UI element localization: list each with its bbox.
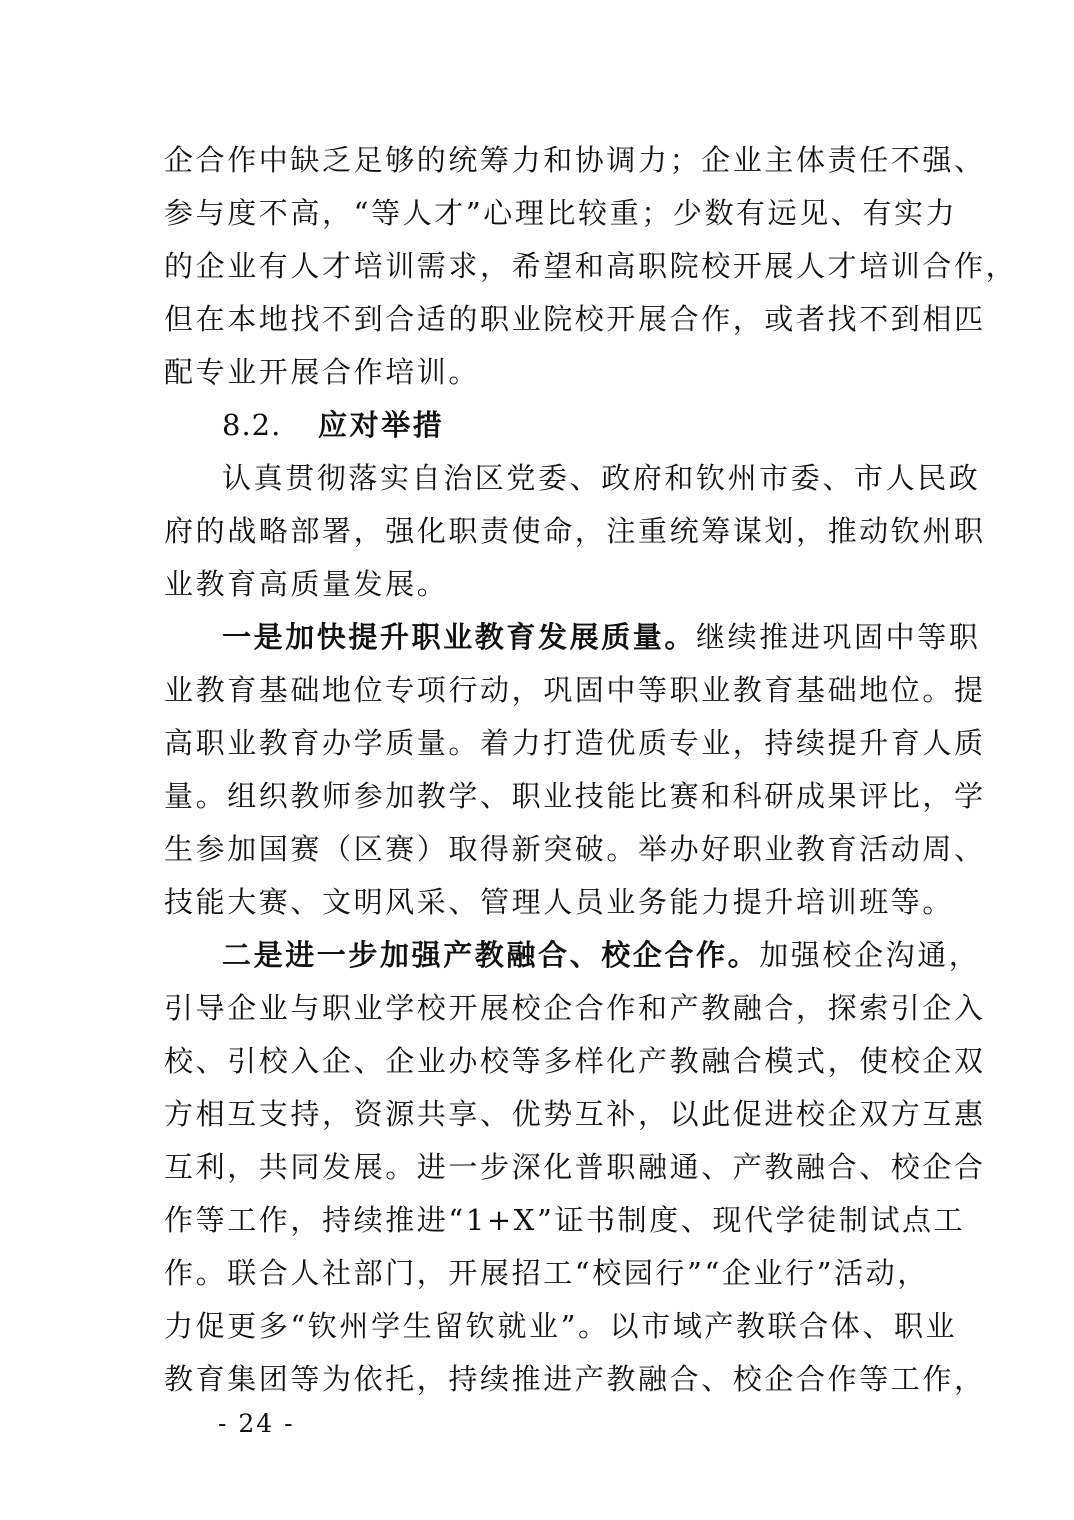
item2-line: 力促更多“钦州学生留钦就业”。以市域产教联合体、职业 xyxy=(164,1309,958,1343)
paragraph-line: 企合作中缺乏足够的统筹力和协调力；企业主体责任不强、 xyxy=(164,143,986,177)
item1-line: 技能大赛、文明风采、管理人员业务能力提升培训班等。 xyxy=(164,885,955,919)
item1-first-line xyxy=(222,617,980,657)
item2-line: 校、引校入企、企业办校等多样化产教融合模式，使校企双 xyxy=(164,1044,986,1078)
intro-line: 认真贯彻落实自治区党委、政府和钦州市委、市人民政 xyxy=(222,461,981,495)
item2-first-line xyxy=(222,935,980,975)
item1-line: 生参加国赛（区赛）取得新突破。举办好职业教育活动周、 xyxy=(164,832,986,866)
item1-lead: 一是加快提升职业教育发展质量。 xyxy=(222,620,697,654)
paragraph-line: 参与度不高，“等人才”心理比较重；少数有远见、有实力 xyxy=(164,196,958,230)
section-number: 8.2. xyxy=(222,408,282,442)
item1-line: 量。组织教师参加教学、职业技能比赛和科研成果评比，学 xyxy=(164,779,986,813)
paragraph-line: 但在本地找不到合适的职业院校开展合作，或者找不到相匹 xyxy=(164,302,986,336)
item2-lead: 二是进一步加强产教融合、校企合作。 xyxy=(222,938,760,972)
item1-line: 业教育基础地位专项行动，巩固中等职业教育基础地位。提 xyxy=(164,673,986,707)
item2-line: 教育集团等为依托，持续推进产教融合、校企合作等工作， xyxy=(164,1362,986,1396)
section-title: 应对举措 xyxy=(318,408,445,442)
item2-line: 引导企业与职业学校开展校企合作和产教融合，探索引企入 xyxy=(164,991,986,1025)
intro-line: 业教育高质量发展。 xyxy=(164,567,449,601)
paragraph-line: 的企业有人才培训需求，希望和高职院校开展人才培训合作， xyxy=(164,249,1018,283)
item2-line: 互利，共同发展。进一步深化普职融通、产教融合、校企合 xyxy=(164,1150,986,1184)
page-number: - 24 - xyxy=(218,1409,295,1438)
item2-line: 方相互支持，资源共享、优势互补，以此促进校企双方互惠 xyxy=(164,1097,986,1131)
item2-line: 作等工作，持续推进“1+X”证书制度、现代学徒制试点工 xyxy=(164,1203,966,1237)
paragraph-line: 配专业开展合作培训。 xyxy=(164,355,481,389)
intro-line: 府的战略部署，强化职责使命，注重统筹谋划，推动钦州职 xyxy=(164,514,986,548)
item1-line: 高职业教育办学质量。着力打造优质专业，持续提升育人质 xyxy=(164,726,986,760)
item2-line: 作。联合人社部门，开展招工“校园行”“企业行”活动， xyxy=(164,1256,929,1290)
item1-first-line-rest: 继续推进巩固中等职 xyxy=(696,620,981,654)
item2-first-line-rest: 加强校企沟通， xyxy=(759,938,981,972)
